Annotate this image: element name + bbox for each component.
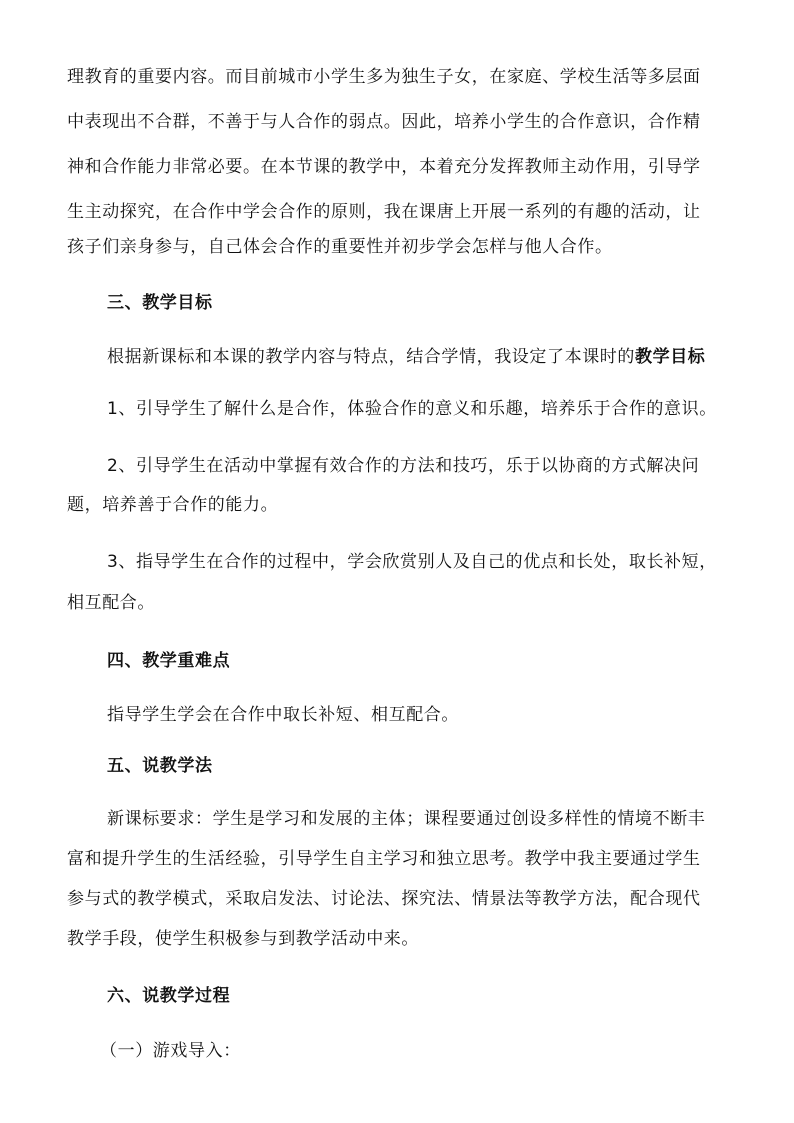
- goal-2-line-2: 题，培养善于合作的能力。: [67, 495, 279, 515]
- section-5-line-4: 教学手段，使学生积极参与到教学活动中来。: [67, 929, 419, 949]
- intro-line-1: 理教育的重要内容。而目前城市小学生多为独生子女，在家庭、学校生活等多层面: [67, 67, 701, 87]
- intro-line-3: 神和合作能力非常必要。在本节课的教学中，本着充分发挥教师主动作用，引导学: [67, 157, 701, 177]
- goal-2-line-1: 2、引导学生在活动中掌握有效合作的方法和技巧，乐于以协商的方式解决问: [107, 456, 700, 476]
- section-5-line-3: 参与式的教学模式，采取启发法、讨论法、探究法、情景法等教学方法，配合现代: [67, 889, 701, 909]
- section-3-heading: 三、教学目标: [107, 293, 213, 313]
- section-3-lead-bold: 教学目标: [635, 347, 706, 367]
- intro-line-5: 孩子们亲身参与，自己体会合作的重要性并初步学会怎样与他人合作。: [67, 237, 613, 257]
- intro-line-4: 生主动探究，在合作中学会合作的原则，我在课唐上开展一系列的有趣的活动，让: [67, 202, 701, 222]
- intro-line-2: 中表现出不合群，不善于与人合作的弱点。因此，培养小学生的合作意识，合作精: [67, 112, 701, 132]
- section-6-subheading: （一）游戏导入：: [100, 1041, 241, 1061]
- section-5-line-1: 新课标要求：学生是学习和发展的主体；课程要通过创设多样性的情境不断丰: [107, 809, 706, 829]
- section-5-heading: 五、说教学法: [107, 756, 213, 776]
- section-5-line-2: 富和提升学生的生活经验，引导学生自主学习和独立思考。教学中我主要通过学生: [67, 849, 701, 869]
- section-4-text: 指导学生学会在合作中取长补短、相互配合。: [107, 705, 459, 725]
- goal-3-line-2: 相互配合。: [67, 593, 155, 613]
- goal-3-line-1: 3、指导学生在合作的过程中，学会欣赏别人及自己的优点和长处，取长补短，: [107, 552, 717, 572]
- goal-1: 1、引导学生了解什么是合作，体验合作的意义和乐趣，培养乐于合作的意识。: [107, 399, 717, 419]
- section-4-heading: 四、教学重难点: [107, 651, 231, 671]
- section-3-lead: [107, 346, 705, 368]
- section-3-lead-text: 根据新课标和本课的教学内容与特点，结合学情，我设定了本课时的: [107, 347, 635, 367]
- section-6-heading: 六、说教学过程: [107, 986, 231, 1006]
